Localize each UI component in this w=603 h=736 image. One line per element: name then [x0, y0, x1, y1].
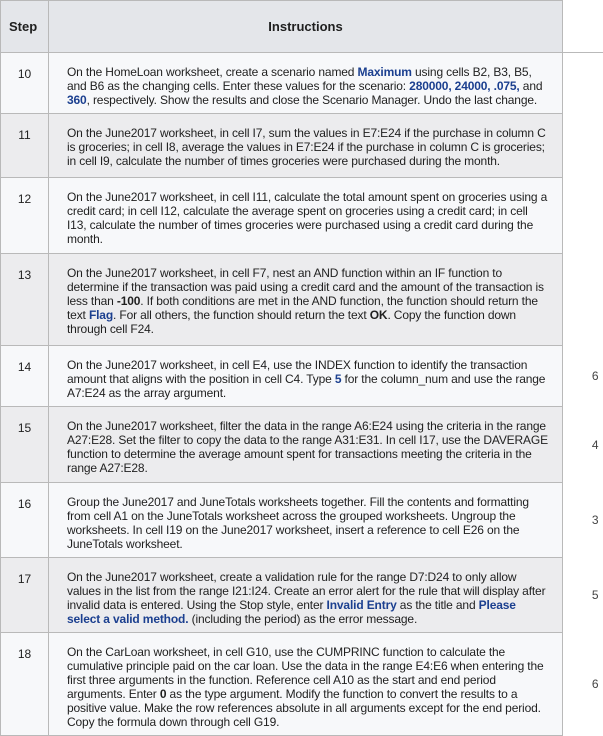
instruction-text-part: for the column_num and use the range A7:E24 as the array argument.	[67, 372, 546, 400]
instruction-text-part: and	[519, 79, 543, 93]
points-value	[563, 178, 603, 254]
points-value: 5	[563, 558, 603, 633]
step-number: 15	[1, 407, 49, 483]
table-row	[1, 407, 603, 483]
points-column-header	[563, 1, 603, 53]
table-row	[1, 53, 603, 114]
instruction-text-part: . Copy the function down through cell F24.	[67, 308, 516, 336]
instruction-text-part: On the June2017 worksheet, in cell F7, nest an AND function within an IF function to determine if the transaction was paid using a credit card and the amount of the transaction is less than	[67, 266, 544, 308]
points-value	[563, 53, 603, 114]
step-number: 12	[1, 178, 49, 254]
instruction-text-part: -100	[116, 294, 141, 308]
instruction-text-part: On the June2017 worksheet, in cell I7, sum the values in E7:E24 if the purchase in column C is groceries; in cell I8, average the values in E7:E24 if the purchase in column C is groceries; in cell I9, calculate the number of times groceries were purchased during the month.	[67, 126, 546, 168]
table-row	[1, 633, 603, 736]
points-value	[563, 114, 603, 178]
instruction-text-part: as the title and	[396, 598, 479, 612]
instruction-text-part: Group the June2017 and JuneTotals worksheets together. Fill the contents and formatting from cell A1 on the JuneTotals worksheet across the grouped worksheets. Ungroup the worksheets. In cell I19 on the June2017 worksheet, insert a reference to cell E26 on the JuneTotals worksheet.	[67, 495, 529, 551]
step-number: 10	[1, 53, 49, 114]
points-value: 3	[563, 483, 603, 558]
step-number: 13	[1, 254, 49, 346]
instruction-text	[49, 407, 563, 483]
points-value: 4	[563, 407, 603, 483]
instruction-text-part: On the CarLoan worksheet, in cell G10, use the CUMPRINC function to calculate the cumulative principle paid on the car loan. Use the data in the range E4:E6 when entering the first three arguments in the function. Reference cell A10 as the start and end period arguments. Enter	[67, 645, 544, 701]
instructions-column-header: Instructions	[49, 1, 563, 53]
step-number: 17	[1, 558, 49, 633]
table-row	[1, 178, 603, 254]
instruction-text	[49, 114, 563, 178]
step-number: 14	[1, 346, 49, 407]
instruction-text-part: On the June2017 worksheet, filter the data in the range A6:E24 using the criteria in the range A27:E28. Set the filter to copy the data to the range A31:E31. In cell I17, use the DAVERAGE function to determine the average amount spent for transactions meeting the criteria in the range A27:E28.	[67, 419, 548, 475]
instruction-text-part: On the HomeLoan worksheet, create a scenario named	[67, 65, 358, 79]
instruction-text	[49, 633, 563, 736]
instruction-text-part: Flag	[88, 308, 114, 322]
step-number: 11	[1, 114, 49, 178]
instruction-text-part: . For all others, the function should return the text	[113, 308, 370, 322]
points-value: 6	[563, 346, 603, 407]
instruction-text-part: 360	[67, 93, 87, 107]
instruction-rows	[1, 53, 603, 736]
instruction-text-part: On the June2017 worksheet, in cell E4, use the INDEX function to identify the transaction amount that aligns with the position in cell C4. Type	[67, 358, 528, 386]
instruction-text-part: using cells B2, B3, B5, and B6 as the changing cells. Enter these values for the scenario:	[67, 65, 532, 93]
instruction-text-part: 5	[334, 372, 342, 386]
instruction-text-part: Please select a valid method.	[67, 598, 516, 626]
instruction-text-part: Invalid Entry	[326, 598, 397, 612]
header-row	[1, 1, 603, 53]
instruction-text-part: , respectively. Show the results and close the Scenario Manager. Undo the last change.	[86, 93, 538, 107]
table-row	[1, 346, 603, 407]
instruction-text-part: OK	[369, 308, 388, 322]
instruction-text	[49, 483, 563, 558]
instruction-text	[49, 53, 563, 114]
instruction-text-part: as the type argument. Modify the function to convert the results to a positive value. Make the row references absolute in all arguments except for the end period. Copy the formula down through cell G19.	[67, 687, 541, 729]
instruction-text-part: 280000, 24000, .075,	[409, 79, 520, 93]
instruction-text	[49, 558, 563, 633]
instruction-text	[49, 346, 563, 407]
instruction-text-part: Maximum	[357, 65, 412, 79]
points-value: 6	[563, 633, 603, 736]
table-row	[1, 558, 603, 633]
step-number: 18	[1, 633, 49, 736]
instruction-text-part: . If both conditions are met in the AND function, the function should return the text	[67, 294, 538, 322]
instruction-text-part: On the June2017 worksheet, in cell I11, calculate the total amount spent on groceries using a credit card; in cell I12, calculate the average spent on groceries using a credit card; in cell I13, calculate the number of times groceries were purchased using a credit card during the month.	[67, 190, 548, 246]
step-column-header: Step	[1, 1, 49, 53]
instruction-text	[49, 178, 563, 254]
instruction-text-part: On the June2017 worksheet, create a validation rule for the range D7:D24 to only allow values in the list from the range I21:I24. Create an error alert for the rule that will display after invalid data is entered. Using the Stop style, enter	[67, 570, 546, 612]
instruction-text	[49, 254, 563, 346]
table-row	[1, 483, 603, 558]
step-number: 16	[1, 483, 49, 558]
instruction-text-part: (including the period) as the error message.	[188, 612, 418, 626]
points-value	[563, 254, 603, 346]
instruction-text-part: 0	[159, 687, 167, 701]
table-row	[1, 114, 603, 178]
table-row	[1, 254, 603, 346]
